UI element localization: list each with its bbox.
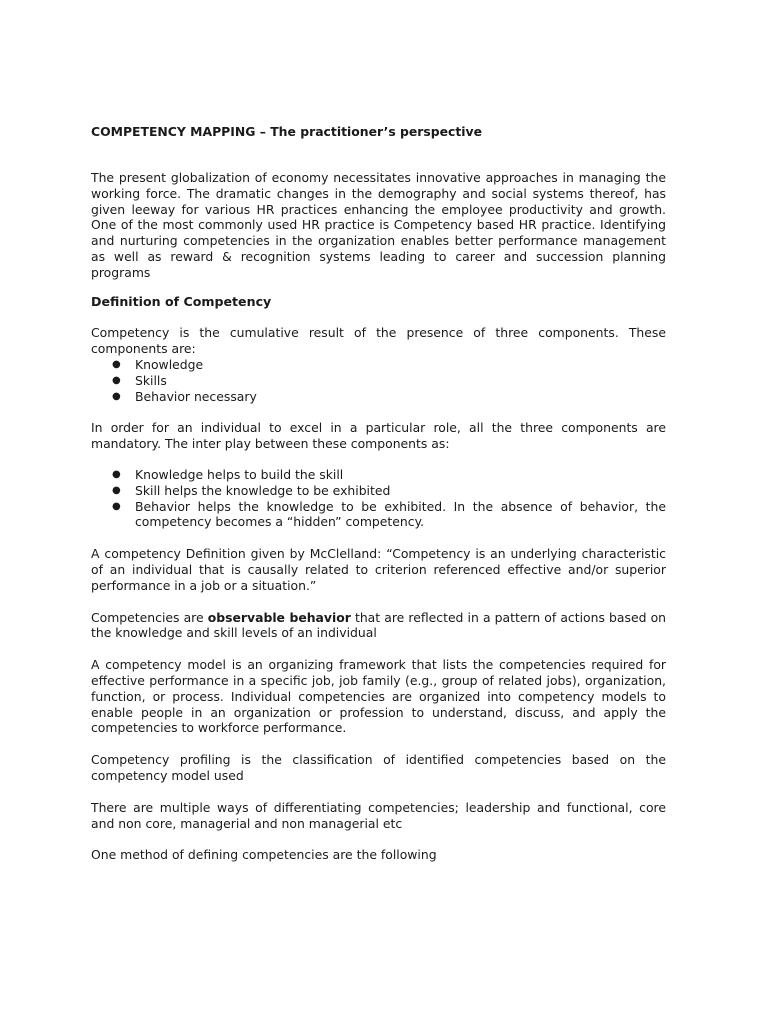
method-paragraph: One method of defining competencies are the following (91, 847, 437, 863)
bullet-icon: ● (112, 358, 121, 370)
mcclelland-paragraph: A competency Definition given by McClelland: “Competency is an underlying characteristic of an individual that is causally related to criterion referenced effective and/or superior performance in a job or a situation.” (91, 546, 666, 593)
list-item: ● Knowledge (112, 356, 204, 372)
model-paragraph: A competency model is an organizing framework that lists the competencies required for effective performance in a specific job, job family (e.g., group of related jobs), organization, function, or process. Individual competencies are organized into competency models to enable people in an organization or profession to understand, discuss, and apply the competencies to workforce performance. (91, 657, 666, 736)
interplay-list (91, 467, 666, 530)
bullet-icon: ● (112, 500, 121, 512)
observable-behavior-emphasis: observable behavior (207, 609, 351, 625)
list-item: ● Skills (112, 372, 167, 388)
document-title (91, 124, 666, 140)
title-main: COMPETENCY MAPPING (91, 124, 256, 139)
title-rest: – The practitioner’s perspective (255, 124, 483, 139)
bullet-icon: ● (112, 468, 121, 480)
bullet-icon: ● (112, 374, 121, 386)
observable-paragraph: Competencies are observable behavior that are reflected in a pattern of actions based on the knowledge and skill levels of an individual (91, 609, 666, 641)
bullet-icon: ● (112, 484, 121, 496)
list-item: ● Behavior necessary (112, 388, 257, 404)
definition-heading: Definition of Competency (91, 293, 272, 309)
ways-paragraph: There are multiple ways of differentiating competencies; leadership and functional, core and non core, managerial and non managerial etc (91, 799, 666, 831)
bullet-icon: ● (112, 390, 121, 402)
list-item: ● Knowledge helps to build the skill (112, 466, 344, 482)
components-list (91, 357, 666, 404)
interplay-paragraph: In order for an individual to excel in a particular role, all the three components are mandatory. The inter play between these components as: (91, 420, 666, 452)
document-page (91, 124, 666, 863)
profiling-paragraph: Competency profiling is the classification of identified competencies based on the competency model used (91, 752, 666, 783)
intro-paragraph: The present globalization of economy necessitates innovative approaches in managing the working force. The dramatic changes in the demography and social systems thereof, has given leeway for various HR practices enhancing the employee productivity and growth. One of the most commonly used HR practice is Competency based HR practice. Identifying and nurturing competencies in the organization enables better performance management as well as reward & recognition systems leading to career and succession planning programs (91, 170, 666, 280)
components-paragraph: Competency is the cumulative result of the presence of three components. These components are: (91, 325, 666, 357)
list-item: ● Behavior helps the knowledge to be exhibited. In the absence of behavior, the competency becomes a “hidden” competency. (112, 498, 666, 530)
list-item: ● Skill helps the knowledge to be exhibited (112, 482, 391, 498)
